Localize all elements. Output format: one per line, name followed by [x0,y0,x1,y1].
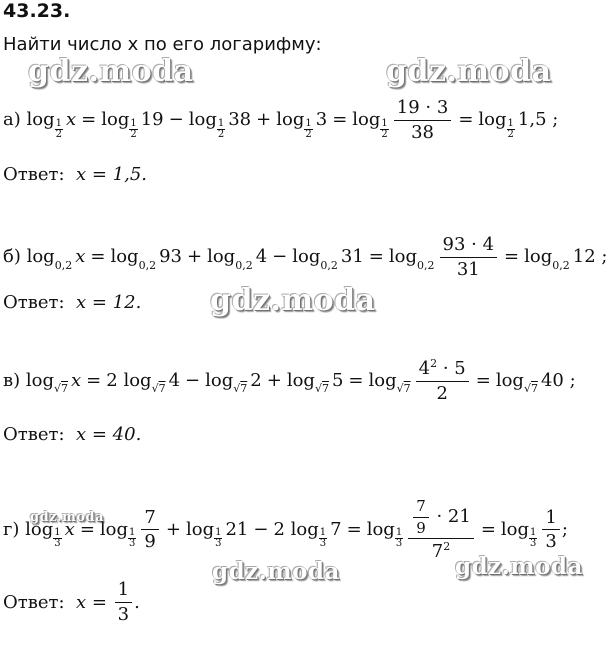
problem-statement: Найти число x по его логарифму: [3,34,322,55]
answer-b: Ответ: x = 12. [3,292,142,313]
watermark: gdz.moda [386,54,552,89]
answer-a: Ответ: x = 1,5. [3,164,148,185]
problem-number: 43.23. [3,0,71,22]
answer-c: Ответ: x = 40. [3,424,142,445]
watermark: gdz.moda [210,283,376,318]
watermark: gdz.moda [212,558,340,585]
watermark: gdz.moda [28,54,194,89]
answer-d: Ответ: x = 1 3 . [3,579,140,625]
equation-d: г) log 1 3 x = log $\frac{1}{3}$ 7 9 + log $\frac{1}{3}$ 21 − 2 log $\frac{1}{3}$ 7 = log $\frac{1}{3}$ 7 9 · 21 $7^2$ = log $\frac{1}{3}$ 1 3 ; [3,497,568,562]
equation-c: в) log √7 x = 2 log √7 4 − log √7 2 + log √7 5 = log √7 $\frac{4^2 \cdot 5}{2}$ = log √7 40 ; [3,357,576,404]
watermark: gdz.moda [455,553,583,580]
equation-b: б) log 0,2 x = log 0,2 93 + log 0,2 4 − log 0,2 31 = log 0,2 $\frac{93 \cdot 4}{31}$ = log 0,2 12 ; [3,234,607,280]
equation-a: а) log 1 2 x = log $\frac{1}{2}$ 19 − log $\frac{1}{2}$ 38 + log $\frac{1}{2}$ 3 = log $\frac{1}{2}$ $\frac{19 \cdot 3}{38}$ = log $\frac{1}{2}$ 1,5 ; [3,97,559,143]
watermark: gdz.moda [30,510,105,525]
